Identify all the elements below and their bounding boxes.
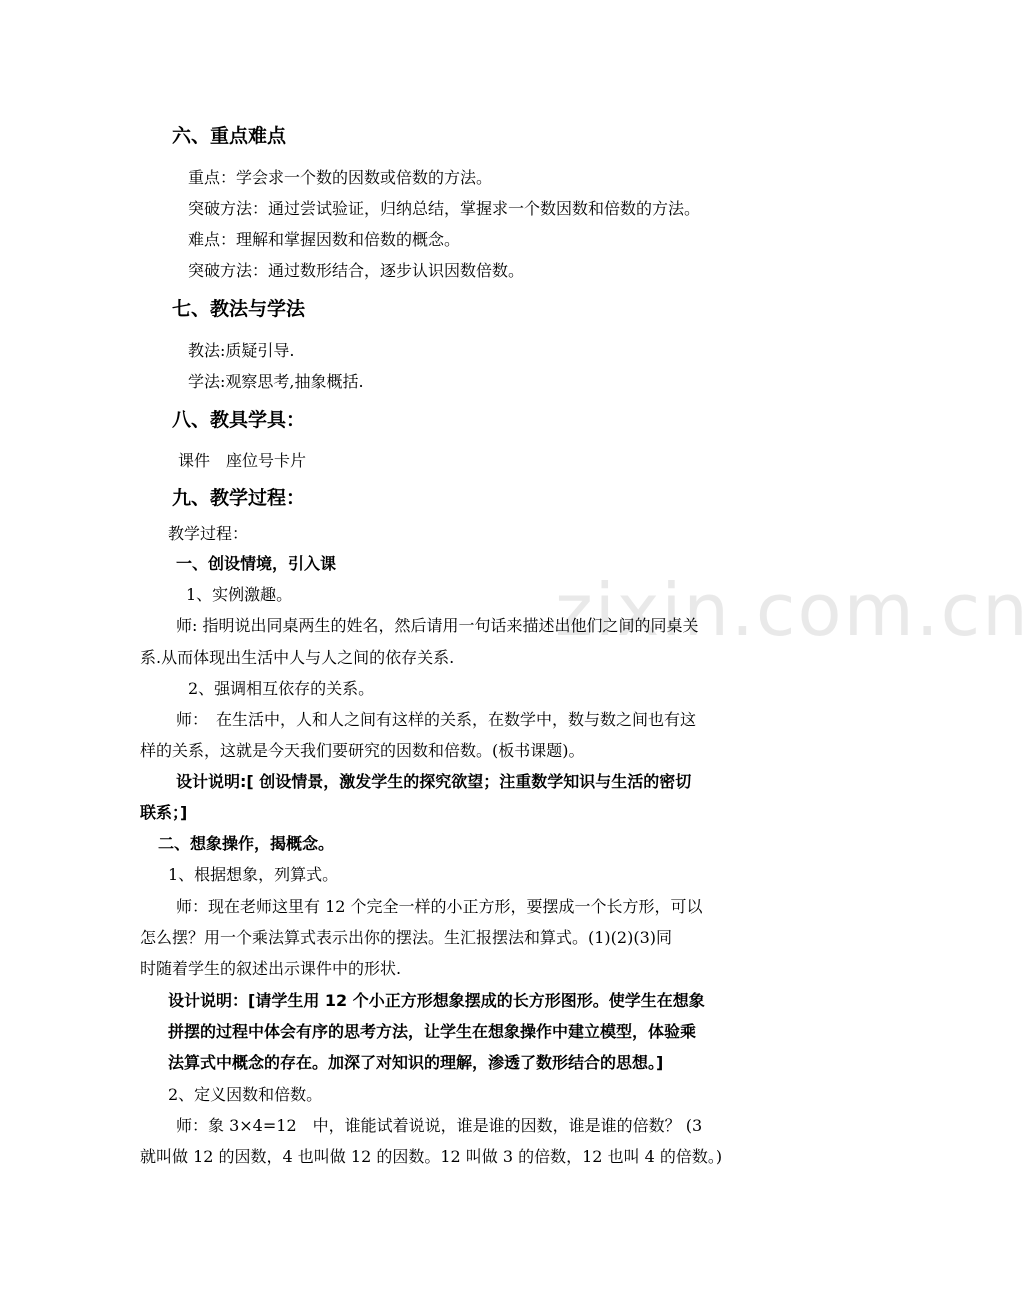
design-note-line: 设计说明:[ 创设情景，激发学生的探究欲望；注重数学知识与生活的密切 <box>176 772 692 791</box>
part-2-title: 二、想象操作，揭概念。 <box>158 834 335 853</box>
paragraph-line: 师: 指明说出同桌两生的姓名，然后请用一句话来描述出他们之间的同桌关 <box>176 616 699 635</box>
paragraph-line: 系.从而体现出生活中人与人之间的依存关系. <box>140 648 455 667</box>
section-6-title: 六、重点难点 <box>172 125 287 147</box>
key-point: 重点：学会求一个数的因数或倍数的方法。 <box>188 168 493 187</box>
watermark: zixin.com.cn <box>555 568 1030 652</box>
section-8-title: 八、教具学具： <box>172 409 306 431</box>
paragraph-line: 师：现在老师这里有 12 个完全一样的小正方形，要摆成一个长方形，可以 <box>176 897 703 916</box>
process-intro: 教学过程： <box>168 524 249 543</box>
paragraph-line: 就叫做 12 的因数，4 也叫做 12 的因数。12 叫做 3 的倍数，12 也叫 4 的倍数。) <box>140 1147 723 1166</box>
learning-method: 学法:观察思考,抽象概括. <box>188 372 364 391</box>
paragraph-line: 怎么摆？用一个乘法算式表示出你的摆法。生汇报摆法和算式。(1)(2)(3)同 <box>140 928 672 947</box>
paragraph-line: 师：象 3×4=12 中，谁能试着说说，谁是谁的因数，谁是谁的倍数？ (3 <box>176 1116 703 1135</box>
key-point-method: 突破方法：通过尝试验证，归纳总结，掌握求一个数因数和倍数的方法。 <box>188 199 701 218</box>
design-note-line: 设计说明：[请学生用 12 个小正方形想象摆成的长方形图形。使学生在想象 <box>168 991 705 1010</box>
difficult-point-method: 突破方法：通过数形结合，逐步认识因数倍数。 <box>188 261 525 280</box>
part-1-item-1: 1、实例激趣。 <box>186 585 293 604</box>
paragraph-line: 样的关系，这就是今天我们要研究的因数和倍数。(板书课题)。 <box>140 741 585 760</box>
paragraph-line: 时随着学生的叙述出示课件中的形状. <box>140 959 402 978</box>
section-9-title: 九、教学过程： <box>172 487 306 509</box>
difficult-point: 难点：理解和掌握因数和倍数的概念。 <box>188 230 461 249</box>
part-1-item-2: 2、强调相互依存的关系。 <box>188 679 375 698</box>
part-2-item-2: 2、定义因数和倍数。 <box>168 1085 323 1104</box>
design-note-line: 联系；] <box>140 803 188 822</box>
design-note-line: 拼摆的过程中体会有序的思考方法，让学生在想象操作中建立模型，体验乘 <box>168 1022 697 1041</box>
design-note-line: 法算式中概念的存在。加深了对知识的理解，渗透了数形结合的思想。] <box>168 1053 664 1072</box>
section-7-title: 七、教法与学法 <box>172 298 306 320</box>
part-1-title: 一、创设情境，引入课 <box>176 554 337 573</box>
part-2-item-1: 1、根据想象，列算式。 <box>168 865 339 884</box>
paragraph-line: 师： 在生活中，人和人之间有这样的关系，在数学中，数与数之间也有这 <box>176 710 697 729</box>
teaching-aids: 课件 座位号卡片 <box>178 451 307 470</box>
teaching-method: 教法:质疑引导. <box>188 341 295 360</box>
